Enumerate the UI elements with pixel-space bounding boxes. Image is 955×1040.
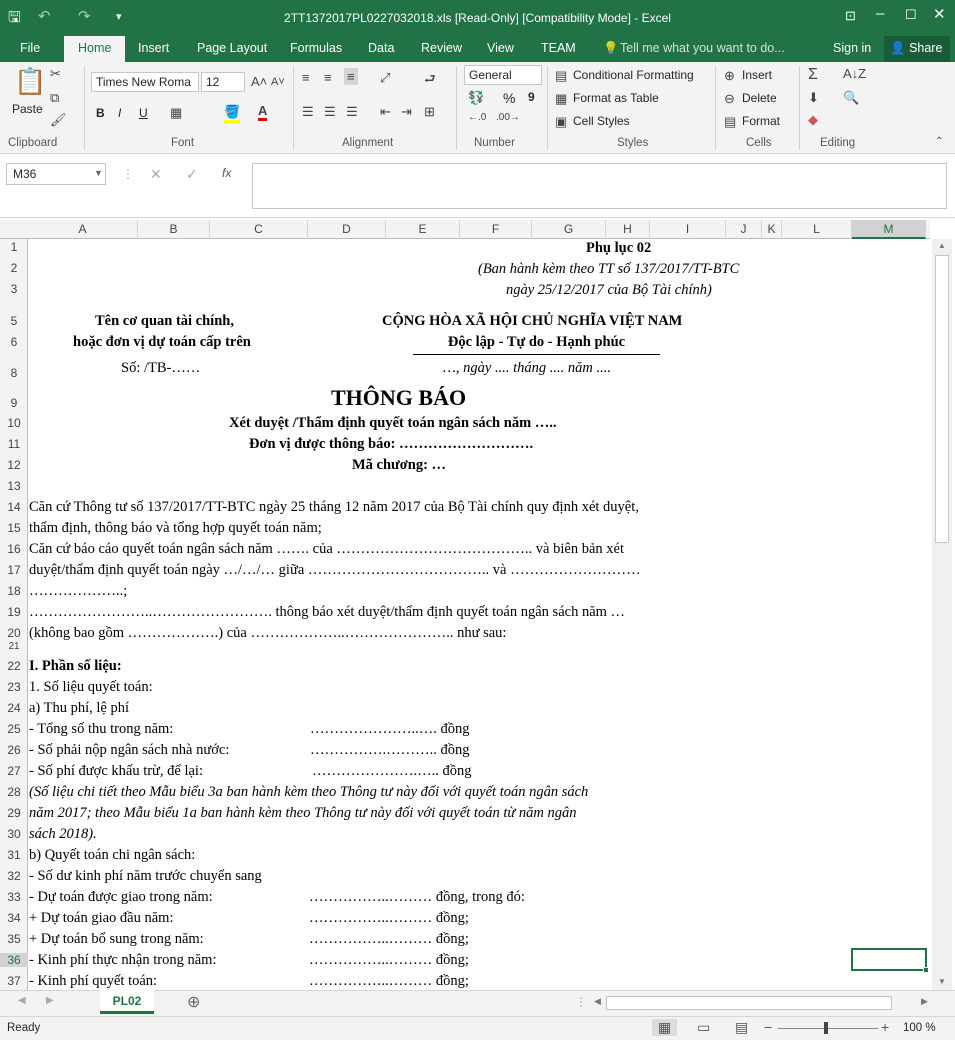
sheet-tab-bar: [0, 990, 955, 1016]
grow-font-icon[interactable]: A˄: [251, 74, 268, 89]
active-cell-cursor[interactable]: [851, 948, 927, 971]
styles-group-label: Styles: [617, 137, 649, 149]
ribbon: [0, 62, 955, 154]
notified-unit: Đơn vị được thông báo: ……………………….: [249, 436, 534, 452]
align-right-icon[interactable]: ☰: [346, 104, 358, 119]
separator: [547, 66, 548, 150]
tab-split-icon[interactable]: ⋮: [575, 995, 587, 1009]
row-header[interactable]: 23: [7, 680, 21, 694]
clear-icon[interactable]: ◆: [808, 112, 818, 127]
redo-icon[interactable]: ↷: [78, 8, 91, 25]
row-header[interactable]: 28: [7, 785, 21, 799]
fill-color-icon[interactable]: 🪣: [224, 104, 240, 123]
alignment-group-label: Alignment: [342, 137, 394, 149]
close-button[interactable]: ✕: [933, 6, 946, 23]
underline-button[interactable]: U: [139, 106, 148, 120]
column-header[interactable]: E: [386, 220, 460, 239]
column-header-selected[interactable]: M: [852, 220, 926, 239]
row-header[interactable]: 14: [7, 500, 21, 514]
cell-note: (Số liệu chi tiết theo Mẫu biểu 3a ban hành kèm theo Thông tư này đối với quyết toán ngân sách: [29, 784, 589, 800]
cell-text: - Tổng số thu trong năm:: [29, 721, 174, 737]
decrease-indent-icon[interactable]: ⇤: [380, 104, 391, 119]
appendix-date: ngày 25/12/2017 của Bộ Tài chính): [506, 282, 712, 298]
fill-icon[interactable]: ⬇: [808, 90, 819, 105]
zoom-in-button[interactable]: +: [881, 1019, 890, 1035]
row-header[interactable]: 24: [7, 701, 21, 715]
doc-number: Số: /TB-……: [121, 360, 201, 376]
row-header[interactable]: 1: [10, 240, 18, 254]
row-header[interactable]: 33: [7, 890, 21, 904]
tab-page-layout[interactable]: Page Layout: [197, 41, 268, 55]
undo-icon[interactable]: ↶: [38, 8, 51, 25]
horizontal-scroll-thumb[interactable]: [606, 996, 892, 1010]
formula-bar-grip-icon: ⋮: [122, 167, 134, 181]
align-center-icon[interactable]: ☰: [324, 104, 336, 119]
number-format-box[interactable]: General: [464, 65, 542, 85]
conditional-formatting-button[interactable]: Conditional Formatting: [573, 68, 694, 82]
percent-button[interactable]: %: [503, 90, 516, 106]
chapter-code: Mã chương: …: [352, 457, 447, 473]
cell-text: duyệt/thẩm định quyết toán ngày …/…/… giữa ……………………………….. và ………………………: [29, 562, 641, 578]
separator: [799, 66, 800, 150]
autosum-icon[interactable]: Σ: [808, 66, 818, 83]
orientation-icon[interactable]: ⤢: [380, 70, 391, 85]
next-sheet-icon[interactable]: ▶: [46, 995, 54, 1006]
row-header[interactable]: 26: [7, 743, 21, 757]
decrease-decimal-icon[interactable]: .00→: [496, 112, 520, 123]
worksheet-grid[interactable]: [29, 239, 930, 990]
cell-text: - Kinh phí thực nhận trong năm:: [29, 952, 217, 968]
row-header[interactable]: 2: [10, 261, 18, 275]
motto: Độc lập - Tự do - Hạnh phúc: [413, 334, 660, 355]
tab-view[interactable]: View: [487, 41, 514, 55]
cell-text: b) Quyết toán chi ngân sách:: [29, 847, 196, 863]
column-header[interactable]: F: [460, 220, 532, 239]
column-headers: [0, 220, 930, 239]
number-group-label: Number: [474, 137, 515, 149]
customize-qat-icon[interactable]: ▾: [116, 11, 122, 23]
row-header[interactable]: 21: [8, 641, 20, 652]
sort-filter-icon[interactable]: A↓Z: [843, 66, 867, 81]
zoom-slider-track[interactable]: [778, 1028, 878, 1029]
row-header[interactable]: 15: [7, 521, 21, 535]
row-header-selected[interactable]: 36: [0, 953, 28, 967]
page-break-view-icon[interactable]: ▤: [735, 1019, 749, 1035]
row-header[interactable]: 27: [7, 764, 21, 778]
row-header[interactable]: 12: [7, 458, 21, 472]
add-sheet-icon[interactable]: ⊕: [187, 994, 201, 1011]
tab-team[interactable]: TEAM: [541, 41, 576, 55]
separator: [293, 66, 294, 150]
share-label: Share: [909, 41, 943, 55]
tab-insert[interactable]: Insert: [138, 41, 170, 55]
column-header[interactable]: L: [782, 220, 852, 239]
scroll-up-icon[interactable]: ▲: [938, 241, 946, 250]
collapse-ribbon-icon[interactable]: ⌃: [935, 136, 944, 147]
window-title: 2TT1372017PL0227032018.xls [Read-Only] [Compatibility Mode] - Excel: [284, 11, 671, 25]
increase-decimal-icon[interactable]: ←.0: [468, 112, 487, 123]
row-header[interactable]: 31: [7, 848, 21, 862]
paste-button[interactable]: Paste: [12, 102, 43, 116]
cell-text: ……………………..……………………. thông báo xét duyệt/thẩm định quyết toán ngân sách năm …: [29, 604, 626, 620]
zoom-level[interactable]: 100 %: [903, 1022, 936, 1034]
format-as-table-button[interactable]: Format as Table: [573, 91, 659, 105]
cell-text: + Dự toán giao đầu năm:: [29, 910, 174, 926]
tab-home[interactable]: Home: [64, 36, 125, 62]
column-header[interactable]: C: [210, 220, 308, 239]
cell-text: 1. Số liệu quyết toán:: [29, 679, 153, 695]
cell-text: (không bao gồm ……………….) của ………………..………………….. như sau:: [29, 625, 507, 641]
italic-button[interactable]: I: [118, 106, 122, 120]
tell-me-box[interactable]: Tell me what you want to do...: [620, 41, 785, 55]
align-bottom-icon[interactable]: ≡: [344, 68, 358, 85]
delete-cells-icon: ⊖: [724, 91, 735, 106]
wrap-text-icon[interactable]: ⮐: [424, 71, 436, 86]
cell-styles-button[interactable]: Cell Styles: [573, 114, 630, 128]
share-icon: 👤: [890, 41, 906, 55]
row-header[interactable]: 37: [7, 974, 21, 988]
column-header[interactable]: I: [650, 220, 726, 239]
conditional-formatting-icon: ▤: [555, 68, 568, 83]
cell-note: năm 2017; theo Mẫu biểu 1a ban hành kèm theo Thông tư này đối với quyết toán từ năm ngân: [29, 805, 577, 821]
paste-icon[interactable]: 📋: [14, 66, 47, 96]
name-box-dropdown-icon[interactable]: ▼: [94, 168, 103, 178]
save-icon[interactable]: 🖫: [8, 9, 21, 26]
scroll-thumb[interactable]: [935, 255, 949, 543]
share-button[interactable]: [884, 36, 950, 62]
column-header[interactable]: B: [138, 220, 210, 239]
row-header[interactable]: 29: [7, 806, 21, 820]
row-header[interactable]: 3: [10, 282, 18, 296]
font-group-label: Font: [171, 137, 195, 149]
formula-bar: [0, 154, 955, 218]
row-header[interactable]: 32: [7, 869, 21, 883]
format-cells-button[interactable]: Format: [742, 114, 781, 128]
cell-value: ……………..……… đồng;: [309, 952, 469, 968]
column-header[interactable]: J: [726, 220, 762, 239]
cell-text: - Số phí được khấu trừ, để lại:: [29, 763, 203, 779]
separator: [715, 66, 716, 150]
row-header[interactable]: 9: [10, 396, 18, 410]
column-header[interactable]: K: [762, 220, 782, 239]
align-left-icon[interactable]: ☰: [302, 104, 314, 119]
cell-value: …………….……….. đồng: [310, 742, 470, 758]
font-color-icon[interactable]: A: [258, 103, 267, 121]
cell-styles-icon: ▣: [555, 114, 568, 129]
increase-indent-icon[interactable]: ⇥: [401, 104, 412, 119]
cell-value: …………………..…. đồng: [310, 721, 470, 737]
cancel-icon[interactable]: ✕: [150, 166, 162, 182]
cell-text: Căn cứ báo cáo quyết toán ngân sách năm ……. của ………………………………….. và biên bản xét: [29, 541, 624, 557]
row-headers: [0, 239, 28, 990]
row-header[interactable]: 20: [7, 626, 21, 640]
row-header[interactable]: 25: [7, 722, 21, 736]
scroll-down-icon[interactable]: ▼: [938, 977, 946, 986]
tab-data[interactable]: Data: [368, 41, 395, 55]
row-header[interactable]: 16: [7, 542, 21, 556]
cell-text: - Số dư kinh phí năm trước chuyển sang: [29, 868, 262, 884]
doc-title: THÔNG BÁO: [331, 385, 467, 410]
cell-text: - Dự toán được giao trong năm:: [29, 889, 213, 905]
status-bar: [0, 1016, 955, 1040]
copy-icon[interactable]: ⧉: [50, 90, 60, 105]
name-box[interactable]: M36: [6, 163, 106, 185]
shrink-font-icon[interactable]: A˅: [271, 76, 285, 88]
comma-button[interactable]: 9: [528, 90, 535, 104]
row-header[interactable]: 34: [7, 911, 21, 925]
cell-note: sách 2018).: [29, 826, 97, 842]
cell-text: Căn cứ Thông tư số 137/2017/TT-BTC ngày 25 tháng 12 năm 2017 của Bộ Tài chính quy định xét duyệt,: [29, 499, 639, 515]
insert-cells-icon: ⊕: [724, 68, 735, 83]
insert-function-button[interactable]: fx: [222, 166, 232, 180]
row-header[interactable]: 18: [7, 584, 21, 598]
minimize-button[interactable]: –: [876, 5, 885, 22]
lightbulb-icon: 💡: [603, 41, 619, 55]
column-header[interactable]: D: [308, 220, 386, 239]
cell-value: ……………..……… đồng, trong đó:: [309, 889, 525, 905]
zoom-out-button[interactable]: −: [764, 1019, 773, 1035]
accounting-format-icon[interactable]: 💱: [468, 90, 485, 105]
cell-text: - Kinh phí quyết toán:: [29, 973, 158, 989]
delete-cells-button[interactable]: Delete: [742, 91, 777, 105]
row-header[interactable]: 8: [10, 366, 18, 380]
section-heading: I. Phần số liệu:: [29, 658, 122, 674]
ribbon-tab-bar: [0, 36, 955, 62]
row-header[interactable]: 17: [7, 563, 21, 577]
formula-input[interactable]: [252, 163, 947, 209]
cell-value: ………………….….. đồng: [312, 763, 472, 779]
font-size-box[interactable]: 12: [201, 72, 245, 92]
separator: [456, 66, 457, 150]
prev-sheet-icon[interactable]: ◀: [18, 995, 26, 1006]
row-header[interactable]: 35: [7, 932, 21, 946]
row-header[interactable]: 11: [7, 437, 21, 451]
format-cells-icon: ▤: [724, 114, 737, 129]
tab-formulas[interactable]: Formulas: [290, 41, 343, 55]
cell-text: a) Thu phí, lệ phí: [29, 700, 130, 716]
font-name-box[interactable]: Times New Roma: [91, 72, 199, 92]
tab-review[interactable]: Review: [421, 41, 462, 55]
scroll-left-icon[interactable]: ◀: [594, 996, 601, 1006]
cells-group-label: Cells: [746, 137, 772, 149]
cell-text: thẩm định, thông báo và tổng hợp quyết toán năm;: [29, 520, 322, 536]
row-header[interactable]: 13: [7, 479, 21, 493]
borders-icon[interactable]: ▦: [170, 105, 183, 120]
cut-icon[interactable]: ✂: [50, 66, 61, 81]
merge-center-icon[interactable]: ⊞: [424, 104, 435, 119]
maximize-button[interactable]: ☐: [905, 7, 917, 22]
page-layout-view-icon[interactable]: ▭: [697, 1019, 711, 1035]
align-top-icon[interactable]: ≡: [302, 70, 310, 85]
format-painter-icon[interactable]: 🖌: [50, 112, 67, 127]
scroll-right-icon[interactable]: ▶: [921, 996, 928, 1006]
bold-button[interactable]: B: [96, 106, 105, 120]
zoom-slider-thumb[interactable]: [824, 1022, 828, 1034]
row-header[interactable]: 6: [10, 335, 18, 349]
cell-value: ……………..……… đồng;: [309, 910, 469, 926]
row-header[interactable]: 30: [7, 827, 21, 841]
appendix-title: Phụ lục 02: [586, 240, 652, 256]
clipboard-group-label: Clipboard: [8, 137, 58, 149]
fill-handle[interactable]: [923, 967, 929, 973]
column-header[interactable]: G: [532, 220, 606, 239]
row-header[interactable]: 19: [7, 605, 21, 619]
tab-file[interactable]: File: [20, 41, 41, 55]
cell-value: ……………..……… đồng;: [309, 931, 469, 947]
title-bar: [0, 0, 955, 36]
sheet-tab-pl02[interactable]: PL02: [100, 990, 154, 1014]
appendix-subtitle: (Ban hành kèm theo TT số 137/2017/TT-BTC: [478, 261, 740, 277]
vertical-scrollbar[interactable]: [932, 239, 952, 990]
cell-value: ……………..……… đồng;: [309, 973, 469, 989]
doc-subject: Xét duyệt /Thẩm định quyết toán ngân sách năm …..: [229, 415, 557, 431]
column-header[interactable]: A: [28, 220, 138, 239]
enter-icon[interactable]: ✓: [186, 166, 198, 182]
normal-view-icon[interactable]: ▦: [652, 1019, 677, 1036]
editing-group-label: Editing: [820, 137, 856, 149]
sign-in-link[interactable]: Sign in: [833, 41, 872, 55]
column-header[interactable]: H: [606, 220, 650, 239]
cell-text: ………………..;: [29, 583, 128, 599]
national-title: CỘNG HÒA XÃ HỘI CHỦ NGHĨA VIỆT NAM: [382, 313, 683, 329]
status-ready: Ready: [7, 1022, 41, 1034]
separator: [84, 66, 85, 150]
row-header[interactable]: 22: [7, 659, 21, 673]
row-header[interactable]: 5: [10, 314, 18, 328]
align-middle-icon[interactable]: ≡: [324, 70, 332, 85]
format-as-table-icon: ▦: [555, 91, 568, 106]
cell-text: - Số phải nộp ngân sách nhà nước:: [29, 742, 230, 758]
cell-text: + Dự toán bổ sung trong năm:: [29, 931, 204, 947]
ribbon-display-icon[interactable]: ⊡: [845, 8, 856, 23]
row-header[interactable]: 10: [7, 416, 21, 430]
agency-sub: hoặc đơn vị dự toán cấp trên: [73, 334, 251, 350]
doc-date: …, ngày .... tháng .... năm ....: [443, 360, 611, 376]
agency-name: Tên cơ quan tài chính,: [95, 313, 234, 329]
insert-cells-button[interactable]: Insert: [742, 68, 773, 82]
find-select-icon[interactable]: 🔍: [843, 90, 860, 105]
